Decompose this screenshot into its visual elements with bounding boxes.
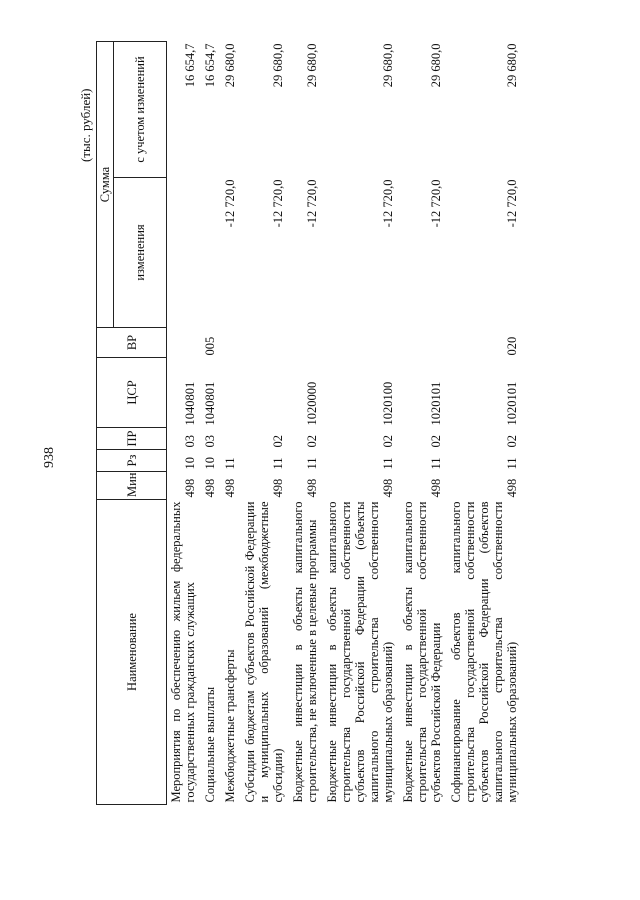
- cell-name: Софинансирование объектов капитального строительства государственной собственности субъектов Российской Федерации (объектов капитального строительства собственности муниципальных образований): [449, 501, 519, 803]
- cell-vr: [289, 328, 323, 358]
- cell-csr: 1020100: [381, 381, 395, 426]
- cell-min: 498: [203, 478, 217, 498]
- cell-change: [167, 178, 202, 328]
- cell-with-change: 29 680,0: [429, 43, 443, 88]
- cell-rz: 11: [381, 457, 395, 470]
- cell-pr: 03: [183, 435, 197, 448]
- cell-rz: 11: [429, 457, 443, 470]
- cell-csr: [221, 358, 241, 428]
- cell-vr: [241, 328, 289, 358]
- header-row: [97, 42, 114, 805]
- cell-csr: 1040801: [183, 381, 197, 426]
- cell-csr: 1040801: [203, 381, 217, 426]
- table-row: [167, 42, 202, 805]
- cell-vr: [399, 328, 447, 358]
- header-with-change: с учетом изменений: [114, 42, 167, 178]
- table-row: [399, 42, 447, 805]
- header-csr: ЦСР: [97, 358, 167, 428]
- table-row: [201, 42, 221, 805]
- header-name: Наименование: [97, 500, 167, 805]
- cell-rz: 11: [505, 457, 519, 470]
- cell-name: Бюджетные инвестиции в объекты капитального строительства государственной собственности субъектов Российской Федерации: [401, 501, 443, 803]
- cell-with-change: 16 654,7: [183, 43, 197, 88]
- cell-with-change: 16 654,7: [203, 43, 217, 88]
- cell-min: 498: [271, 478, 285, 498]
- cell-with-change: 29 680,0: [305, 43, 319, 88]
- cell-pr: 02: [429, 435, 443, 448]
- cell-name: Бюджетные инвестиции в объекты капитального строительства государственной собственности субъектов Российской Федерации (объекты капитального строительства собственности муниципальных образований): [325, 501, 395, 803]
- cell-rz: 11: [223, 457, 237, 470]
- header-pr: ПР: [97, 428, 167, 450]
- cell-name: Межбюджетные трансферты: [223, 649, 237, 803]
- cell-vr: 005: [203, 336, 217, 356]
- cell-pr: 02: [505, 435, 519, 448]
- cell-vr: [167, 328, 202, 358]
- cell-name: Бюджетные инвестиции в объекты капитального строительства, не включенные в целевые программы: [291, 501, 319, 803]
- cell-csr: 1020101: [505, 381, 519, 426]
- cell-min: 498: [223, 478, 237, 498]
- cell-pr: 03: [203, 435, 217, 448]
- units-note: (тыс. рублей): [78, 88, 93, 162]
- cell-pr: 02: [271, 435, 285, 448]
- cell-min: 498: [183, 478, 197, 498]
- cell-name: Мероприятия по обеспечению жильем федеральных государственных гражданских служащих: [169, 501, 197, 803]
- cell-change: -12 720,0: [429, 179, 443, 228]
- cell-min: 498: [505, 478, 519, 498]
- cell-vr: 020: [505, 336, 519, 356]
- cell-change: -12 720,0: [271, 179, 285, 228]
- cell-pr: 02: [381, 435, 395, 448]
- cell-min: 498: [381, 478, 395, 498]
- cell-csr: [241, 358, 289, 428]
- cell-with-change: 29 680,0: [223, 43, 237, 88]
- cell-min: 498: [429, 478, 443, 498]
- cell-change: [201, 178, 221, 328]
- header-vr: ВР: [97, 328, 167, 358]
- cell-with-change: 29 680,0: [271, 43, 285, 88]
- cell-rz: 10: [183, 457, 197, 470]
- cell-rz: 11: [271, 457, 285, 470]
- header-sum: Сумма: [97, 42, 114, 328]
- cell-csr: 1020000: [305, 381, 319, 426]
- cell-change: -12 720,0: [381, 179, 395, 228]
- table-row: [289, 42, 323, 805]
- cell-vr: [221, 328, 241, 358]
- cell-vr: [323, 328, 399, 358]
- cell-min: 498: [305, 478, 319, 498]
- page-number: 938: [42, 447, 57, 468]
- table-row: [221, 42, 241, 805]
- table-row: [241, 42, 289, 805]
- cell-name: Социальные выплаты: [203, 686, 217, 803]
- cell-pr: 02: [305, 435, 319, 448]
- table-row: [323, 42, 399, 805]
- cell-change: -12 720,0: [223, 179, 237, 228]
- cell-csr: 1020101: [429, 381, 443, 426]
- cell-rz: 11: [305, 457, 319, 470]
- table-row: [447, 42, 523, 805]
- cell-change: -12 720,0: [505, 179, 519, 228]
- header-change: изменения: [114, 178, 167, 328]
- budget-table: [96, 41, 523, 805]
- cell-pr: [221, 428, 241, 450]
- cell-rz: 10: [203, 457, 217, 470]
- cell-change: -12 720,0: [305, 179, 319, 228]
- cell-name: Субсидии бюджетам субъектов Российской Федерации и муниципальных образований (межбюджетные субсидии): [243, 501, 285, 803]
- cell-with-change: 29 680,0: [505, 43, 519, 88]
- header-rz: Рз: [97, 450, 167, 472]
- cell-with-change: 29 680,0: [381, 43, 395, 88]
- header-min: Мин: [97, 472, 167, 500]
